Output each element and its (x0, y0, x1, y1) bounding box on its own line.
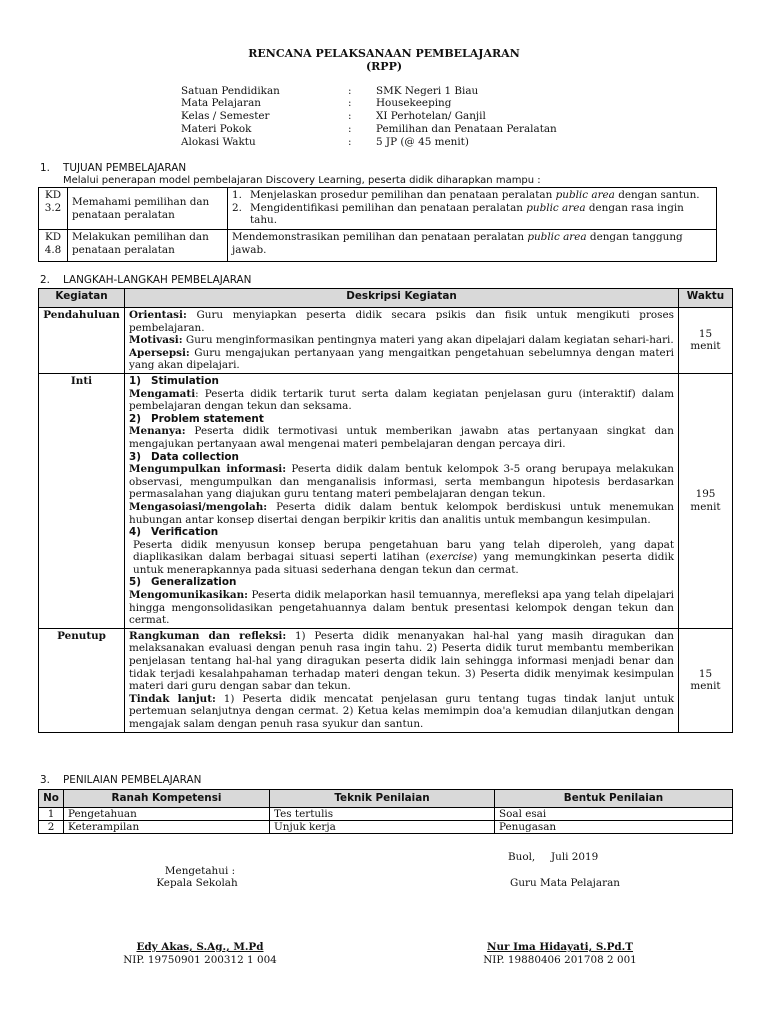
identity-colon: : (348, 123, 352, 135)
signature-left-name: Edy Akas, S.Ag., M.Pd (136, 941, 264, 953)
identity-colon: : (348, 136, 352, 148)
column-header: Ranah Kompetensi (64, 790, 270, 808)
signature-right-nip: NIP. 19880406 201708 2 001 (483, 954, 637, 966)
table-header-row (39, 790, 733, 808)
identity-label: Satuan Pendidikan (181, 85, 280, 97)
step-heading: 2) Problem statement (129, 412, 264, 425)
row-number: 1 (39, 807, 64, 820)
competency-cell: Melakukan pemilihan dan penataan peralatan (68, 230, 228, 262)
objective-item: 2. Mengidentifikasi pemilihan dan penataan peralatan public area dengan rasa ingin tahu. (232, 201, 684, 227)
column-header: Deskripsi Kegiatan (125, 289, 679, 308)
signature-acknowledged: Mengetahui : (164, 865, 236, 877)
section-heading-objectives (40, 162, 186, 175)
identity-value: SMK Negeri 1 Biau (376, 85, 479, 97)
assessment-table (38, 789, 733, 834)
identity-colon: : (348, 85, 352, 97)
description-item: Apersepsi: Guru mengajukan pertanyaan yang mengaitkan pengetahuan sebelumnya dengan materi yang akan dipelajari. (129, 346, 674, 372)
column-header: Bentuk Penilaian (495, 790, 733, 808)
technique-cell: Tes tertulis (270, 807, 495, 820)
identity-colon: : (348, 97, 352, 109)
domain-cell: Pengetahuan (64, 807, 270, 820)
description-item: Rangkuman dan refleksi: 1) Peserta didik menanyakan hal-hal yang masih diragukan dan melaksanakan evaluasi dengan penuh rasa ingin tahu. 2) Peserta didik turut membantu memberikan penjelasan tentang hal-hal yang diragukan peserta didik lain sehingga informasi menjadi benar dan tidak terjadi kesalahpahaman terhadap materi dengan tekun. 3) Peserta didik menyimak kesimpulan materi dari guru dengan sabar dan tekun. (129, 629, 674, 693)
description-cell (125, 628, 679, 732)
form-cell: Soal esai (495, 807, 733, 820)
identity-label: Kelas / Semester (181, 110, 270, 122)
column-header: Waktu (679, 289, 733, 308)
identity-label: Mata Pelajaran (181, 97, 261, 109)
objectives-intro: Melalui penerapan model pembelajaran Discovery Learning, peserta didik diharapkan mampu : (63, 175, 541, 186)
column-header: Teknik Penilaian (270, 790, 495, 808)
document-title: RENCANA PELAKSANAAN PEMBELAJARAN (248, 47, 520, 60)
section-heading-steps (40, 274, 251, 287)
time-cell (679, 373, 733, 628)
signature-right-name: Nur Ima Hidayati, S.Pd.T (486, 941, 634, 953)
description-cell (125, 308, 679, 374)
table-header-row (39, 289, 733, 308)
section-title: LANGKAH-LANGKAH PEMBELAJARAN (63, 274, 252, 286)
row-number: 2 (39, 820, 64, 833)
table-row (39, 308, 733, 374)
kd-label: KD (44, 189, 62, 201)
competency-cell: Memahami pemilihan dan penataan peralatan (68, 188, 228, 230)
signature-place: Buol, (508, 851, 536, 863)
identity-colon: : (348, 110, 352, 122)
description-item: Mengamati: Peserta didik tertarik turut serta dalam kegiatan penjelasan guru (interaktif) dalam pembelajaran dengan tekun dan seksama. (129, 387, 674, 413)
step-heading: 3) Data collection (129, 450, 239, 463)
objective-item: 1. Menjelaskan prosedur pemilihan dan penataan peralatan public area dengan santun. (232, 189, 700, 201)
activity-cell: Pendahuluan (39, 308, 125, 374)
description-item: Menanya: Peserta didik termotivasi untuk memberikan jawabn atas pertanyaan singkat dan mengajukan pertanyaan awal mengenai materi pembelajaran dengan percaya diri. (129, 425, 674, 450)
identity-value: XI Perhotelan/ Ganjil (376, 110, 486, 122)
domain-cell: Keterampilan (64, 820, 270, 833)
section-title: PENILAIAN PEMBELAJARAN (63, 774, 202, 786)
time-value: 195 (695, 488, 716, 501)
steps-table (38, 288, 733, 733)
time-cell: 15 menit (679, 308, 733, 374)
description-item: Mengasoiasi/mengolah: Peserta didik dalam bentuk kelompok berdiskusi untuk menemukan hubungan antar konsep disertai dengan berpikir kritis dan analitis untuk membangun kesimpulan. (129, 500, 674, 526)
technique-cell: Unjuk kerja (270, 820, 495, 833)
section-heading-assessment (40, 774, 201, 787)
description-item: Peserta didik menyusun konsep berupa pengetahuan baru yang telah diperoleh, yang dapat diaplikasikan dalam berbagai situasi seperti latihan (exercise) yang memungkinkan peserta didik untuk menerapkannya pada situasi sederhana dengan tekun dan cermat. (133, 538, 674, 576)
description-item: Orientasi: Guru menyiapkan peserta didik secara psikis dan fisik untuk mengikuti proses pembelajaran. (129, 309, 674, 334)
kd-label: KD (44, 231, 62, 243)
step-heading: 4) Verification (129, 526, 219, 539)
table-row (39, 230, 717, 262)
table-row (39, 188, 717, 230)
objectives-table (38, 187, 717, 262)
section-title: TUJUAN PEMBELAJARAN (63, 162, 187, 174)
section-number: 2. (40, 274, 50, 286)
column-header: Kegiatan (39, 289, 125, 308)
section-number: 1. (40, 162, 50, 174)
objectives-cell: Mendemonstrasikan pemilihan dan penataan peralatan public area dengan tanggung jawab. (228, 230, 717, 262)
step-heading: 5) Generalization (129, 576, 237, 589)
table-row (39, 820, 733, 833)
table-row (39, 373, 733, 628)
description-item: Motivasi: Guru menginformasikan pentingnya materi yang akan dipelajari dalam kegiatan sehari-hari. (129, 334, 674, 347)
signature-date: Juli 2019 (551, 851, 599, 863)
kd-cell (39, 230, 68, 262)
identity-value: Housekeeping (376, 97, 452, 109)
description-item: Mengomunikasikan: Peserta didik melaporkan hasil temuannya, merefleksi apa yang telah dipelajari hingga mengonsolidasikan pengetahuannya dalam bentuk presentasi kelompok dengan tekun dan cermat. (129, 589, 674, 627)
form-cell: Penugasan (495, 820, 733, 833)
signature-right-role: Guru Mata Pelajaran (510, 877, 620, 889)
time-unit: menit (690, 500, 721, 513)
description-item: Mengumpulkan informasi: Peserta didik dalam bentuk kelompok 3-5 orang berupaya melakukan observasi, mengumpulkan dan menganalisis informasi, serta membangun hipotesis berdasarkan permasalahan yang diajukan guru tentang materi pembelajaran dengan tekun. (129, 463, 674, 501)
objectives-cell (228, 188, 717, 230)
kd-cell (39, 188, 68, 230)
kd-number: 3.2 (44, 201, 62, 214)
identity-label: Materi Pokok (181, 123, 252, 135)
description-cell (125, 373, 679, 628)
table-row (39, 628, 733, 732)
activity-cell: Penutup (39, 628, 125, 732)
signature-left-role: Kepala Sekolah (156, 877, 238, 889)
identity-label: Alokasi Waktu (181, 136, 256, 148)
document-subtitle: (RPP) (365, 60, 403, 73)
description-item: Tindak lanjut: 1) Peserta didik mencatat penjelasan guru tentang tugas tindak lanjut untuk pertemuan selanjutnya dengan cermat. 2) Ketua kelas memimpin doa'a kemudian dilanjutkan dengan mengajak salam dengan penuh rasa syukur dan santun. (129, 692, 674, 730)
activity-cell: Inti (39, 373, 125, 628)
step-heading: 1) Stimulation (129, 374, 219, 387)
table-row (39, 807, 733, 820)
section-number: 3. (40, 774, 50, 786)
identity-value: Pemilihan dan Penataan Peralatan (376, 123, 557, 135)
identity-value: 5 JP (@ 45 menit) (376, 136, 469, 148)
time-cell: 15 menit (679, 628, 733, 732)
signature-left-nip: NIP. 19750901 200312 1 004 (123, 954, 277, 966)
kd-number: 4.8 (44, 243, 62, 256)
column-header: No (39, 790, 64, 808)
